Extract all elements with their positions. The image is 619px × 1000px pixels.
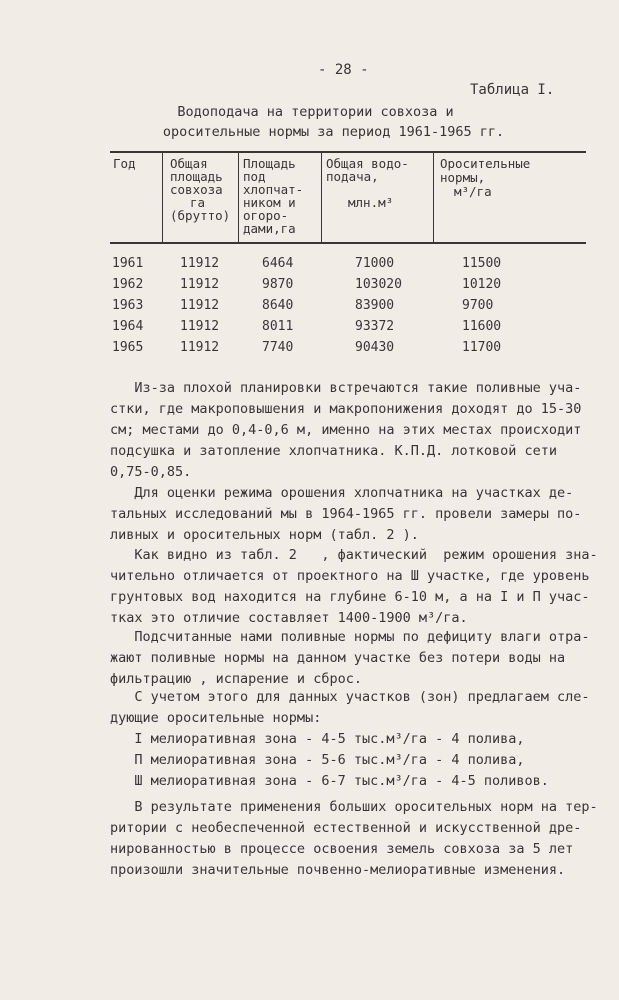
table-header-cell: Площадь [243,156,296,171]
paragraph-line: 0,75-0,85. [110,464,192,480]
paragraph-line: ливных и оросительных норм (табл. 2 ). [110,527,419,543]
table-header-cell: подача, [326,169,379,184]
paragraph-line: нированностью в процессе освоения земель совхоза за 5 лет [110,841,574,857]
table-cell: 11912 [180,256,220,271]
table-header-cell: огоро- [243,208,289,223]
table-header-cell: га [190,195,206,210]
table-cell: 83900 [355,298,395,313]
table-header-cell: под [243,169,266,184]
table-cell: 11600 [462,319,502,334]
table-header-cell: ником и [243,195,296,210]
paragraph-line: тках это отличие составляет 1400-1900 м³/га. [110,610,468,626]
paragraph-line: жают поливные нормы на данном участке без потери воды на [110,650,566,666]
table-cell: 71000 [355,256,395,271]
paragraph-line: Ш мелиоративная зона - 6-7 тыс.м³/га - 4-5 поливов. [110,773,549,789]
table-cell: 8640 [262,298,294,313]
paragraph-line: ритории с необеспеченной естественной и искусственной дре- [110,820,582,836]
paragraph-line: произошли значительные почвенно-мелиоративные изменения. [110,862,566,878]
table-top-rule [110,151,586,153]
table-cell: 11912 [180,277,220,292]
table-header-cell: дами,га [243,221,296,236]
table-cell: 90430 [355,340,395,355]
table-cell: 7740 [262,340,294,355]
table-caption-line2: оросительные нормы за период 1961-1965 гг. [162,124,505,140]
paragraph-line: см; местами до 0,4-0,6 м, именно на этих местах происходит [110,422,582,438]
table-header-cell: хлопчат- [243,182,304,197]
paragraph-line: В результате применения больших оросительных норм на тер- [110,799,598,815]
paragraph-line: Из-за плохой планировки встречаются такие поливные уча- [110,380,582,396]
table-cell: 1965 [112,340,144,355]
paragraph-line: подсушка и затопление хлопчатника. К.П.Д. лотковой сети [110,443,558,459]
table-cell: 10120 [462,277,502,292]
table-cell: 9870 [262,277,294,292]
table-cell: 1964 [112,319,144,334]
table-header-cell: Общая [170,156,208,171]
paragraph-line: грунтовых вод находится на глубине 6-10 м, а на I и П учас- [110,589,590,605]
table-col-divider [321,153,322,242]
table-cell: 11912 [180,319,220,334]
paragraph-line: Как видно из табл. 2 , фактический режим орошения зна- [110,547,598,563]
table-header-cell: Год [113,156,136,171]
table-cell: 1963 [112,298,144,313]
table-cell: 11912 [180,340,220,355]
table-caption-line1: Водоподача на территории совхоза и [177,104,454,120]
table-header-cell: Общая водо- [326,156,409,171]
paragraph-line: фильтрацию , испарение и сброс. [110,671,362,687]
page-number: - 28 - [318,62,369,78]
table-col-divider [433,153,434,242]
table-header-cell: (брутто) [170,208,231,223]
table-cell: 8011 [262,319,294,334]
paragraph-line: С учетом этого для данных участков (зон) предлагаем сле- [110,689,590,705]
paragraph-line: чительно отличается от проектного на Ш участке, где уровень [110,568,590,584]
paragraph-line: П мелиоративная зона - 5-6 тыс.м³/га - 4 полива, [110,752,525,768]
table-header-cell: совхоза [170,182,223,197]
paragraph-line: I мелиоративная зона - 4-5 тыс.м³/га - 4 полива, [110,731,525,747]
paragraph-line: тальных исследований мы в 1964-1965 гг. провели замеры по- [110,506,582,522]
table-header-cell: Оросительные [440,156,531,171]
table-cell: 93372 [355,319,395,334]
table-cell: 11500 [462,256,502,271]
table-cell: 1962 [112,277,144,292]
table-cell: 103020 [355,277,402,292]
table-header-cell: млн.м³ [348,195,394,210]
table-label: Таблица I. [470,82,555,98]
table-header-cell: м³/га [454,184,492,199]
paragraph-line: Подсчитанные нами поливные нормы по дефициту влаги отра- [110,629,590,645]
paragraph-line: дующие оросительные нормы: [110,710,322,726]
table-cell: 1961 [112,256,144,271]
table-cell: 6464 [262,256,294,271]
table-cell: 11700 [462,340,502,355]
table-col-divider [238,153,239,242]
table-cell: 9700 [462,298,494,313]
table-col-divider [162,153,163,242]
table-header-rule [110,242,586,244]
table-header-cell: площадь [170,169,223,184]
table-cell: 11912 [180,298,220,313]
paragraph-line: Для оценки режима орошения хлопчатника на участках де- [110,485,574,501]
paragraph-line: стки, где макроповышения и макропонижения доходят до 15-30 [110,401,582,417]
table-header-cell: нормы, [440,170,486,185]
